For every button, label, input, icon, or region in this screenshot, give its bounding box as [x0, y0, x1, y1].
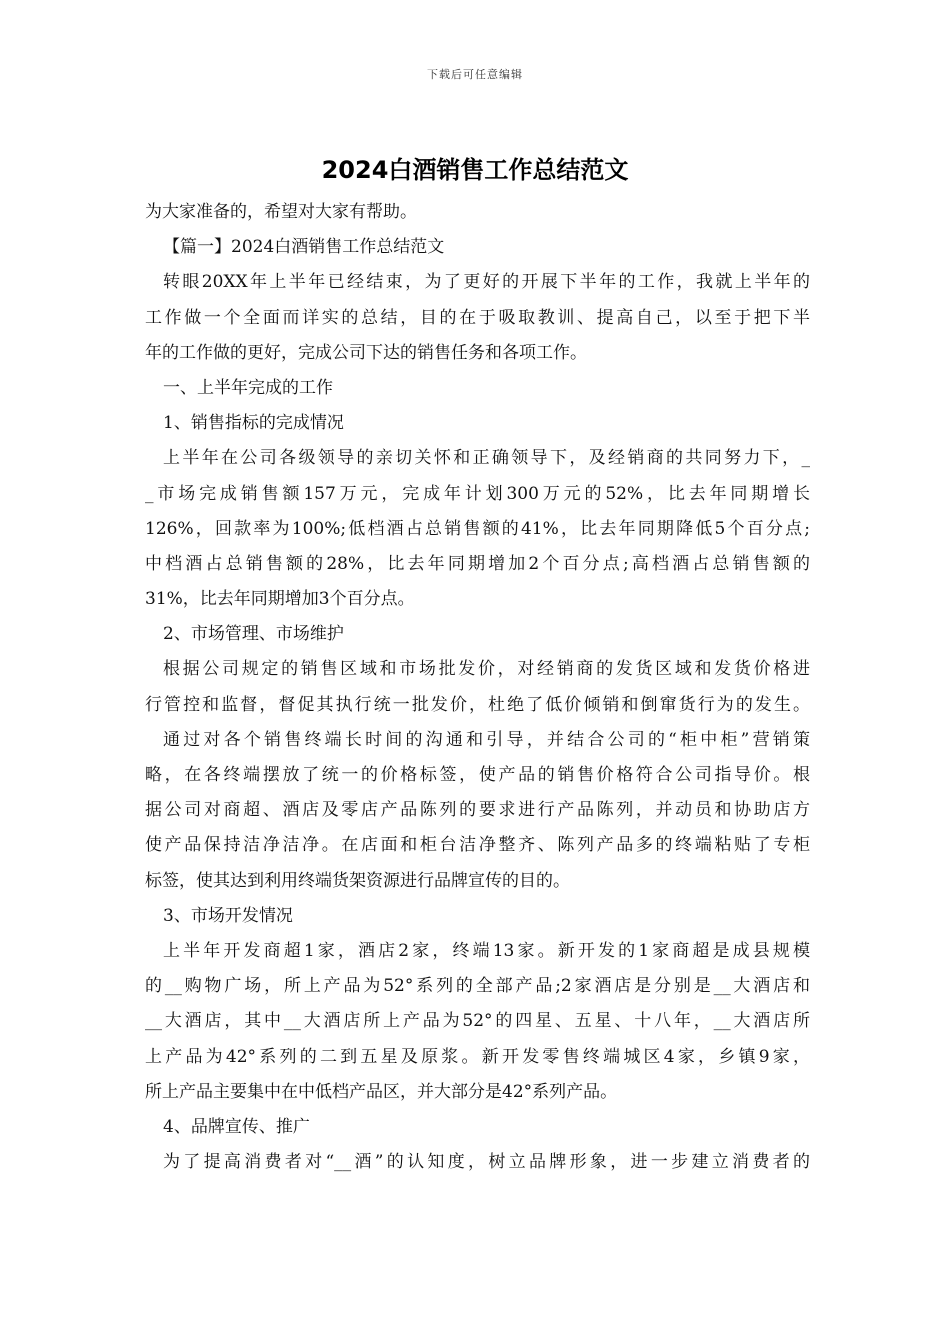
text-line: 通过对各个销售终端长时间的沟通和引导，并结合公司的“柜中柜”营销策 — [163, 729, 810, 750]
text-line: 126%，回款率为100%;低档酒占总销售额的41%，比去年同期降低5个百分点; — [145, 518, 810, 539]
document-title: 2024白酒销售工作总结范文 — [321, 156, 629, 184]
text-line: 上产品为42°系列的二到五星及原浆。新开发零售终端城区4家，乡镇9家， — [145, 1046, 810, 1067]
text-line: 年的工作做的更好，完成公司下达的销售任务和各项工作。 — [145, 342, 587, 363]
text-line: 为了提高消费者对“__酒”的认知度，树立品牌形象，进一步建立消费者的 — [163, 1152, 810, 1173]
header-note: 下载后可任意编辑 — [427, 68, 523, 81]
section-heading: 一、上半年完成的工作 — [163, 377, 333, 398]
document-body — [145, 195, 810, 1180]
subsection-heading: 1、销售指标的完成情况 — [163, 413, 344, 434]
subsection-heading: 4、品牌宣传、推广 — [163, 1116, 310, 1137]
text-line: 31%，比去年同期增加3个百分点。 — [145, 589, 415, 610]
text-line: 根据公司规定的销售区域和市场批发价，对经销商的发货区域和发货价格进 — [163, 659, 810, 680]
text-line: 行管控和监督，督促其执行统一批发价，杜绝了低价倾销和倒窜货行为的发生。 — [145, 694, 810, 715]
subsection-heading: 3、市场开发情况 — [163, 905, 293, 926]
text-line: 为大家准备的，希望对大家有帮助。 — [145, 202, 417, 222]
subsection-heading: 2、市场管理、市场维护 — [163, 624, 344, 645]
text-line: 上半年开发商超1家，酒店2家，终端13家。新开发的1家商超是成县规模 — [163, 940, 810, 961]
text-line: 使产品保持洁净洁净。在店面和柜台洁净整齐、陈列产品多的终端粘贴了专柜 — [145, 835, 810, 856]
text-line: 略，在各终端摆放了统一的价格标签，使产品的销售价格符合公司指导价。根 — [145, 765, 810, 785]
text-line: 工作做一个全面而详实的总结，目的在于吸取教训、提高自己，以至于把下半 — [145, 307, 810, 328]
text-line: 据公司对商超、酒店及零店产品陈列的要求进行产品陈列，并动员和协助店方 — [145, 800, 810, 821]
text-line: 转眼20XX年上半年已经结束，为了更好的开展下半年的工作，我就上半年的 — [163, 272, 810, 293]
text-line: 的__购物广场，所上产品为52°系列的全部产品;2家酒店是分别是__大酒店和 — [145, 976, 810, 997]
text-line: _市场完成销售额157万元，完成年计划300万元的52%，比去年同期增长 — [145, 483, 810, 504]
text-line: 中档酒占总销售额的28%，比去年同期增加2个百分点;高档酒占总销售额的 — [145, 553, 810, 574]
text-line: __大酒店，其中__大酒店所上产品为52°的四星、五星、十八年，__大酒店所 — [145, 1011, 810, 1032]
text-line: 所上产品主要集中在中低档产品区，并大部分是42°系列产品。 — [145, 1081, 618, 1102]
section-heading: 【篇一】2024白酒销售工作总结范文 — [163, 237, 445, 258]
text-line: 上半年在公司各级领导的亲切关怀和正确领导下，及经销商的共同努力下，_ — [163, 448, 810, 469]
text-line: 标签，使其达到利用终端货架资源进行品牌宣传的目的。 — [145, 870, 570, 891]
